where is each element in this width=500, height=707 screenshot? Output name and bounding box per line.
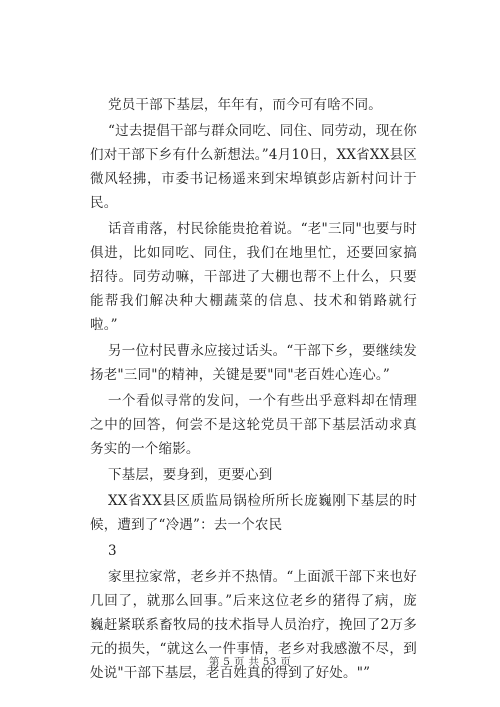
paragraph-3: 话音甫落，村民徐能贵抢着说。“老"三同"也要与时俱进，比如同吃、同住，我们在地里忙，还要回家搞招待。同劳动嘛，干部进了大棚也帮不上什么，只要能帮我们解决种大棚蔬菜的信息、技术和销路就行啦。” [90,221,417,333]
page-footer: 第 5 页 共 53 页 [208,656,292,668]
paragraph-6: XX省XX县区质监局锅检所所长庞巍刚下基层的时候，遭到了“冷遇”：去一个农民 [90,493,417,533]
section-heading: 下基层，要身到，更要心到 [108,467,273,483]
paragraph-7: 家里拉家常，老乡并不热情。“上面派干部下来也好几回了，就那么回事。”后来这位老乡的猪得了病，庞巍赶紧联系畜牧局的技术指导人员治疗，挽回了2万多元的损失，“就这么一件事情，老乡对我感激不尽，到处说"干部下基层，老百姓真的得到了好处。"” [90,569,417,681]
paragraph-1: 党员干部下基层，年年有，而今可有啥不同。 [108,97,382,113]
document-body [90,93,417,685]
inline-number: 3 [108,543,117,559]
paragraph-5: 一个看似寻常的发问，一个有些出乎意料却在情理之中的回答，何尝不是这轮党员干部下基层活动求真务实的一个缩影。 [90,393,417,457]
paragraph-4: 另一位村民曹永应接过话头。“干部下乡，要继续发扬老"三同"的精神，关键是要"同"老百姓心连心。” [90,343,417,383]
paragraph-2: “过去提倡干部与群众同吃、同住、同劳动，现在你们对干部下乡有什么新想法。”4月10日，XX省XX县区微风轻拂，市委书记杨遥来到宋埠镇彭店新村问计于民。 [90,123,417,211]
